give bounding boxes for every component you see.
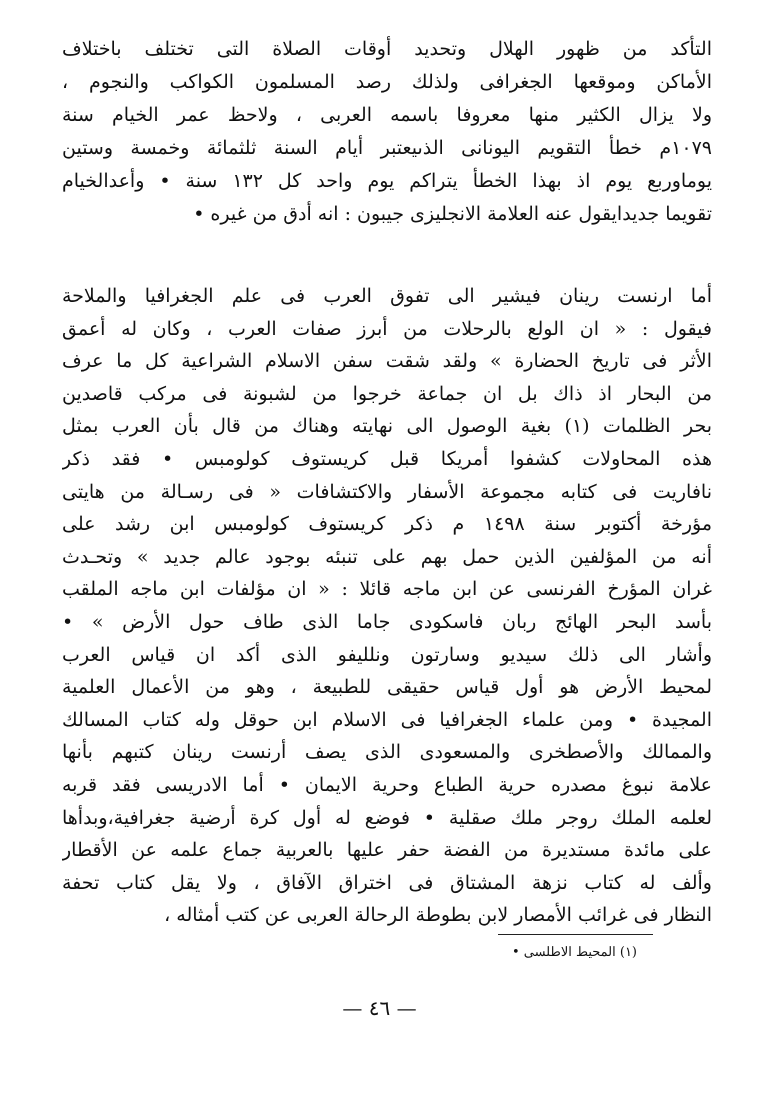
- text-line: على مائدة مستديرة من الفضة حفر عليها بالعربية جماع علمه عن الأقطار: [62, 839, 712, 862]
- text-line: الأماكن وموقعها الجغرافى ولذلك رصد المسلمون الكواكب والنجوم ،: [62, 71, 712, 93]
- text-line: ١٠٧٩م خطأ التقويم اليونانى الذىيعتبر أيام السنة ثلثمائة وخمسة وستين: [62, 137, 712, 159]
- text-line: ولا يزال الكثير منها معروفا باسمه العربى ، ولاحظ عمر الخيام سنة: [62, 104, 712, 126]
- page-number: — ٤٦ —: [342, 996, 417, 1020]
- text-line: لعلمه الملك روجر ملك صقلية • فوضع له أول كرة أرضية جغرافية،وبدأها: [62, 806, 712, 829]
- text-line: أنه من المؤلفين الذين حمل بهم على تنبئه بوجود عالم جديد » وتحـدث: [62, 545, 712, 568]
- text-line: لمحيط الأرض هو أول قياس حقيقى للطبيعة ، وهو من الأعمال العلمية: [62, 676, 712, 699]
- text-line: تقويما جديدايقول عنه العلامة الانجليزى جيبون : انه أدق من غيره •: [193, 203, 712, 225]
- text-line: التأكد من ظهور الهلال وتحديد أوقات الصلاة التى تختلف باختلاف: [62, 38, 712, 60]
- text-line: نافاريت فى كتابه مجموعة الأسفار والاكتشافات « فى رسـالة من هايتى: [62, 480, 712, 503]
- footnote: (١) المحيط الاطلسى •: [511, 945, 637, 960]
- text-line: والممالك والأصطخرى والمسعودى الذى يصف أرنست رينان كتبهم بأنها: [62, 741, 712, 764]
- text-line: وألف له كتاب نزهة المشتاق فى اختراق الآفاق ، ولا يقل كتاب تحفة: [62, 871, 712, 894]
- text-line: وأشار الى ذلك سيديو وسارتون ونلليفو الذى أكد ان قياس العرب: [62, 643, 712, 666]
- text-line: علامة نبوغ مصدره حرية الطباع وحرية الايمان • أما الادريسى فقد قربه: [62, 773, 712, 796]
- text-line: يوماوربع يوم اذ بهذا الخطأ يتراكم يوم واحد كل ١٣٢ سنة • وأعدالخيام: [62, 170, 712, 192]
- text-line: غران المؤرخ الفرنسى عن ابن ماجه قائلا : « ان مؤلفات ابن ماجه الملقب: [62, 578, 712, 601]
- paragraph-geography: [62, 280, 712, 932]
- text-line: بحر الظلمات (١) بغية الوصول الى نهايته وهناك من قال بأن العرب بمثل: [62, 415, 712, 438]
- footnote-divider: [498, 934, 653, 935]
- text-line: هذه المحاولات كشفوا أمريكا قبل كريستوف كولومبس • فقد ذكر: [62, 447, 712, 470]
- text-line: النظار فى غرائب الأمصار لابن بطوطة الرحالة العربى عن كتب أمثاله ،: [164, 904, 712, 927]
- text-line: فيقول : « ان الولع بالرحلات من أبرز صفات العرب ، وكان له أعمق: [62, 317, 712, 340]
- paragraph-calendar: [62, 33, 712, 231]
- text-line: من البحار اذ ذاك بل ان جماعة خرجوا من لشبونة فى مركب قاصدين: [62, 382, 712, 405]
- text-line: أما ارنست رينان فيشير الى تفوق العرب فى علم الجغرافيا والملاحة: [62, 285, 712, 307]
- text-line: بأسد البحر الهائج ربان فاسكودى جاما الذى طاف حول الأرض » •: [62, 610, 712, 633]
- text-line: المجيدة • ومن علماء الجغرافيا فى الاسلام ابن حوقل وله كتاب المسالك: [62, 708, 712, 731]
- text-line: الأثر فى تاريخ الحضارة » ولقد شقت سفن الاسلام الشراعية كل ما عرف: [62, 350, 712, 373]
- text-line: مؤرخة أكتوبر سنة ١٤٩٨ م ذكر كريستوف كولومبس ابن رشد على: [62, 513, 712, 536]
